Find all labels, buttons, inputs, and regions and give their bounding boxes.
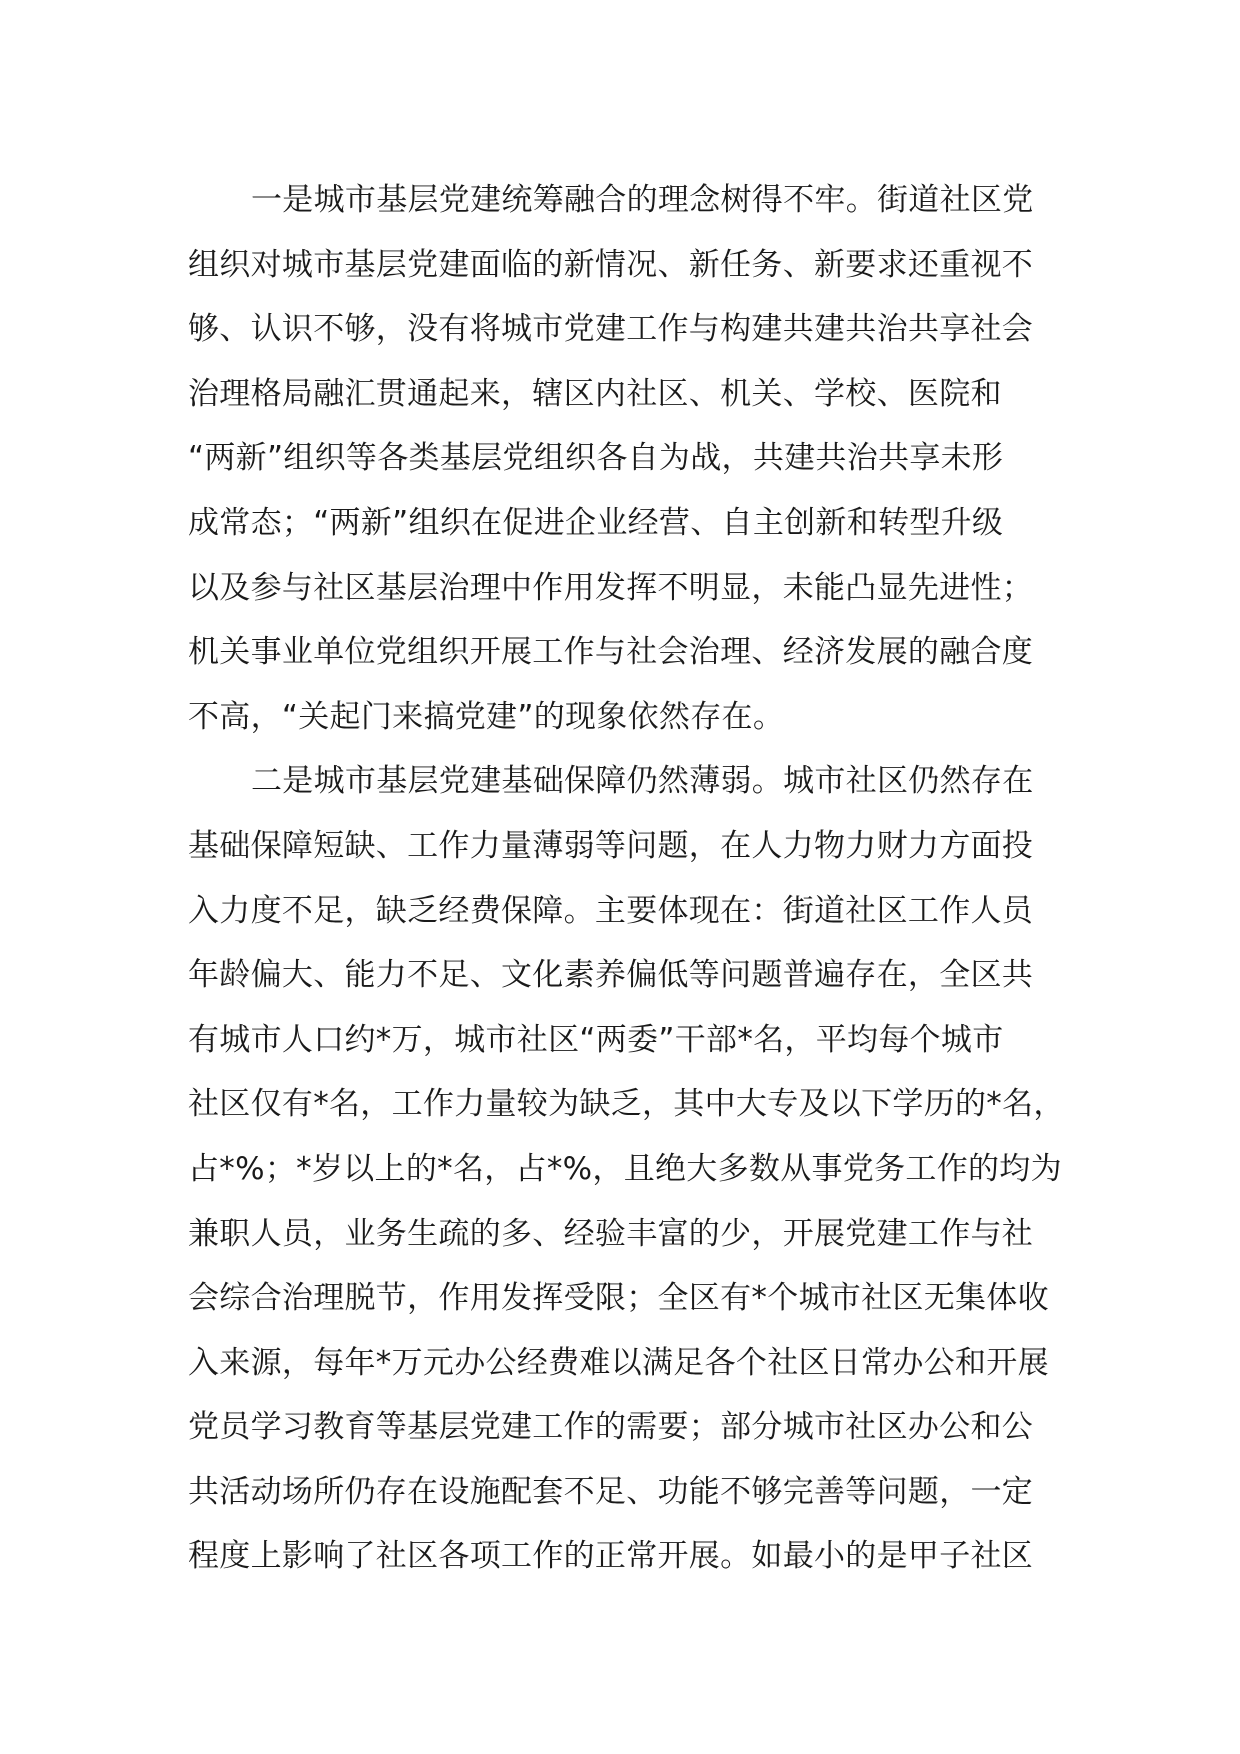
paragraph-line: 年龄偏大、能力不足、文化素养偏低等问题普遍存在，全区共 [188,957,1034,994]
paragraph-line: 组织对城市基层党建面临的新情况、新任务、新要求还重视不 [188,246,1034,283]
paragraph-line: 会综合治理脱节，作用发挥受限；全区有*个城市社区无集体收 [188,1280,1049,1317]
paragraph-line: 机关事业单位党组织开展工作与社会治理、经济发展的融合度 [188,634,1034,671]
paragraph-line: 成常态；“两新”组织在促进企业经营、自主创新和转型升级 [188,504,1004,541]
paragraph-line: “两新”组织等各类基层党组织各自为战，共建共治共享未形 [188,440,1004,477]
paragraph-line: 基础保障短缺、工作力量薄弱等问题，在人力物力财力方面投 [188,827,1034,864]
paragraph-line: 社区仅有*名，工作力量较为缺乏，其中大专及以下学历的*名， [188,1086,1065,1123]
paragraph-line: 有城市人口约*万，城市社区“两委”干部*名，平均每个城市 [188,1021,1004,1058]
paragraph-line: 够、认识不够，没有将城市党建工作与构建共建共治共享社会 [188,311,1034,348]
paragraph-line: 入来源，每年*万元办公经费难以满足各个社区日常办公和开展 [188,1344,1049,1381]
paragraph-line: 二是城市基层党建基础保障仍然薄弱。城市社区仍然存在 [251,763,1034,800]
paragraph-line: 以及参与社区基层治理中作用发挥不明显，未能凸显先进性； [188,569,1034,606]
paragraph-line: 治理格局融汇贯通起来，辖区内社区、机关、学校、医院和 [188,375,1002,412]
body-text [188,168,1065,1589]
paragraph-line: 程度上影响了社区各项工作的正常开展。如最小的是甲子社区 [188,1538,1034,1575]
paragraph-line: 共活动场所仍存在设施配套不足、功能不够完善等问题，一定 [188,1473,1034,1510]
paragraph-line: 兼职人员，业务生疏的多、经验丰富的少，开展党建工作与社 [188,1215,1034,1252]
paragraph-1 [188,168,1058,749]
paragraph-line: 一是城市基层党建统筹融合的理念树得不牢。街道社区党 [251,182,1034,218]
paragraph-line: 党员学习教育等基层党建工作的需要；部分城市社区办公和公 [188,1409,1034,1446]
paragraph-line: 占*%；*岁以上的*名，占*%，且绝大多数从事党务工作的均为 [188,1150,1062,1187]
paragraph-2 [188,749,1065,1589]
paragraph-line: 入力度不足，缺乏经费保障。主要体现在：街道社区工作人员 [188,892,1034,929]
paragraph-line: 不高，“关起门来搞党建”的现象依然存在。 [188,698,785,735]
